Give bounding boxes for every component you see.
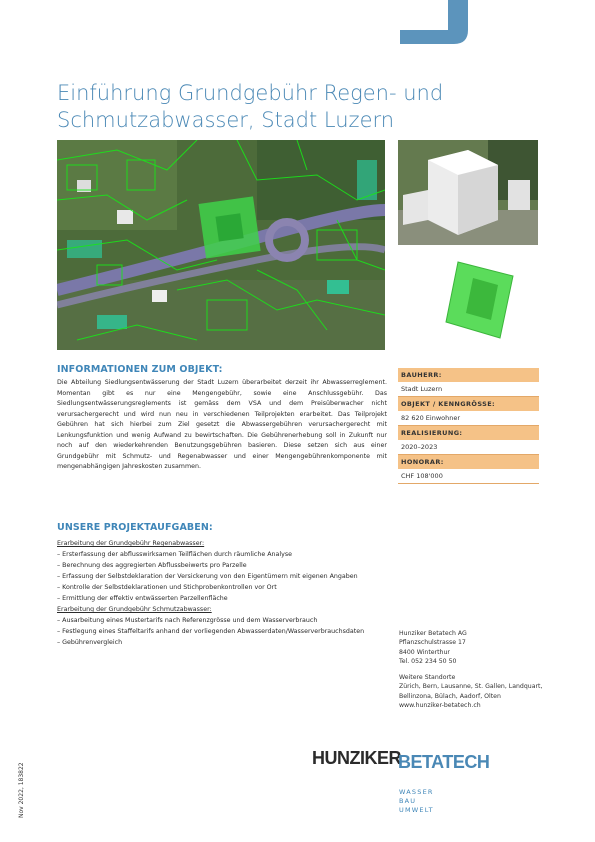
company-website-link[interactable]: www.hunziker-betatech.ch [399, 702, 481, 710]
locations-heading: Weitere Standorte [399, 674, 456, 682]
brand-part1: HUNZIKER [312, 748, 401, 768]
task-item: – Berechnung des aggregierten Abflussbeiwerts pro Parzelle [57, 562, 247, 569]
fact-value: 82 620 Einwohner [398, 411, 539, 426]
page-title: Einführung Grundgebühr Regen- und Schmutzabwasser, Stadt Luzern [57, 81, 444, 132]
domain-item: WASSER [399, 788, 434, 796]
fact-label: REALISIERUNG: [398, 426, 539, 440]
task-item: – Ausarbeitung eines Mustertarifs nach Referenzgrösse und dem Wasserverbrauch [57, 617, 318, 624]
fact-value: 2020–2023 [398, 440, 539, 455]
fact-value: Stadt Luzern [398, 382, 539, 397]
brand-logo [312, 747, 512, 769]
task-item: – Ermittlung der effektiv entwässerten Parzellenfläche [57, 595, 228, 602]
fact-label: OBJEKT / KENNGRÖSSE: [398, 397, 539, 411]
fact-label: BAUHERR: [398, 368, 539, 382]
company-street: Pflanzschulstrasse 17 [399, 639, 466, 647]
building-render-image [398, 140, 538, 245]
domain-item: BAU [399, 797, 417, 805]
document-date-code: Nov 2022, 183822 [18, 762, 25, 818]
task-group-title: Erarbeitung der Grundgebühr Regenabwasser: [57, 540, 205, 547]
domain-item: UMWELT [399, 806, 434, 814]
task-item: – Gebührenvergleich [57, 639, 123, 646]
task-item: – Erfassung der Selbstdeklaration der Versickerung von den Eigentümern mit eigenen Angaben [57, 573, 358, 580]
task-item: – Festlegung eines Staffeltarifs anhand der vorliegenden Abwasserdaten/Wasserverbrauchsdaten [57, 628, 365, 635]
task-item: – Ersterfassung der abflusswirksamen Teilflächen durch räumliche Analyse [57, 551, 293, 558]
locations-list: Zürich, Bern, Lausanne, St. Gallen, Landquart, Bellinzona, Bülach, Aadorf, Olten [399, 683, 543, 700]
facts-panel [398, 368, 539, 484]
info-heading: INFORMATIONEN ZUM OBJEKT: [57, 364, 223, 375]
task-group-title: Erarbeitung der Grundgebühr Schmutzabwasser: [57, 606, 212, 613]
tasks-heading: UNSERE PROJEKTAUFGABEN: [57, 522, 213, 533]
aerial-map-image [57, 140, 385, 350]
task-item: – Kontrolle der Selbstdeklarationen und Stichprobenkontrollen vor Ort [57, 584, 277, 591]
info-paragraph: Die Abteilung Siedlungsentwässerung der Stadt Luzern überarbeitet derzeit ihr Abwasserreglement. Momentan gibt es nur eine Mengengebühr, sowie eine Anschlussgebühr. Das Siedlungsentwässerungsreglements ist gemäss dem VSA und dem Preisüberwacher nicht verursachergerecht und wird nun neu in verschiedenen Teilprojekten erarbeitet. Das Teilprojekt Gebühren hat sich hierbei zum Ziel gesetzt die Abwassergebühren verursachergerecht mit Lenkungsfunktion und wenig Aufwand zu bewirtschaften. Die Gebührenerhebung soll in Zukunft nur noch auf den wiederkehrenden Benutzungsgebühren basieren. Diese setzen sich aus einer Grundgebühr mit Schmutz- und Regenabwasser und einer Mengengebührenkomponente mit mengenabhängigen Jahreskosten zusammen. [57, 379, 387, 470]
fact-label: HONORAR: [398, 455, 539, 469]
tasks-list [57, 538, 387, 648]
company-phone[interactable]: Tel. 052 234 50 50 [399, 657, 457, 665]
fact-value: CHF 108'000 [398, 469, 539, 484]
brand-part2: BETATECH [398, 752, 490, 769]
domain-list [399, 788, 434, 815]
header-tab-logo [400, 0, 468, 44]
company-contact [399, 629, 549, 710]
company-name: Hunziker Betatech AG [399, 630, 467, 637]
parcel-plan-image [398, 250, 538, 350]
company-city: 8400 Winterthur [399, 648, 450, 656]
